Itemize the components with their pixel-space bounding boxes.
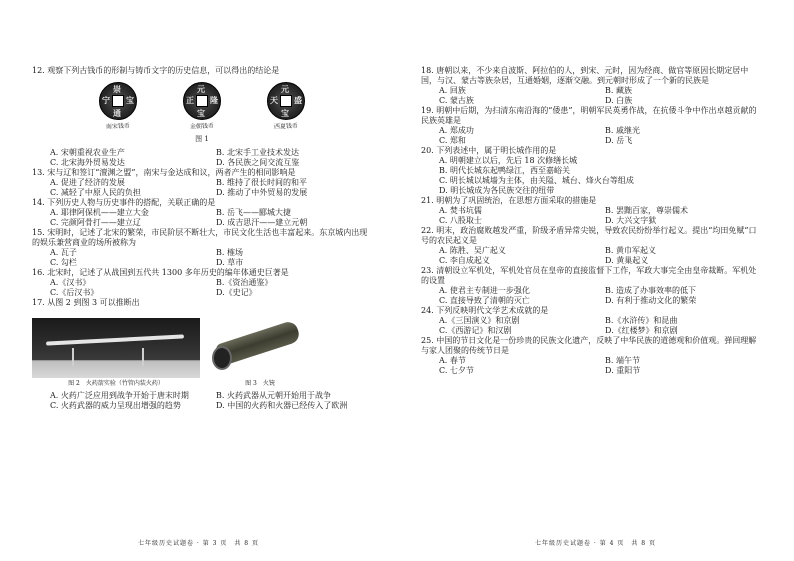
question-18-text: 18. 唐朝以来，不少来自波斯、阿拉伯的人，到宋、元时，因为经商、做官等原因长期定居中国，与汉、蒙古等族杂居，互通婚姻，逐渐交融。到元朝时形成了一个新的民族是 bbox=[421, 66, 749, 85]
question-17-captions bbox=[32, 380, 372, 388]
coin-2-caption: 金朝钱币 bbox=[189, 122, 215, 131]
question-12-text: 12. 观察下列古钱币的形制与铸币文字的历史信息，可以得出的结论是 bbox=[32, 66, 280, 75]
left-page-footer: 七年级历史试题卷 · 第 3 页 共 8 页 bbox=[138, 539, 259, 547]
question-13-options bbox=[50, 178, 372, 198]
option-a[interactable]: A. 使君主专制进一步强化 bbox=[439, 286, 530, 295]
question-15-options bbox=[50, 248, 372, 268]
question-23-options bbox=[439, 286, 761, 306]
coin-hole bbox=[112, 95, 124, 107]
option-b[interactable]: B. 岳飞——郾城大捷 bbox=[216, 208, 291, 218]
coin-hole bbox=[280, 95, 292, 107]
option-a[interactable]: A. 郑成功 bbox=[439, 126, 474, 135]
option-b[interactable]: B. 黄巾军起义 bbox=[605, 246, 656, 255]
option-b[interactable]: B. 罢黜百家，尊崇儒术 bbox=[605, 206, 688, 215]
option-c[interactable]: C. 明长城以城墙为主体，由关隘、城台、烽火台等组成 bbox=[439, 176, 634, 185]
question-22 bbox=[421, 226, 761, 266]
option-d[interactable]: D. 有利于推动文化的繁荣 bbox=[605, 296, 697, 305]
option-d[interactable]: D. 中国的火药和火器已经传入了欧洲 bbox=[216, 400, 348, 410]
option-a[interactable]: A. 宋朝重视农业生产 bbox=[50, 148, 125, 158]
question-18 bbox=[421, 66, 761, 106]
question-16-options bbox=[50, 278, 372, 298]
coin-2-char-right: 隆 bbox=[210, 95, 218, 105]
option-a[interactable]: A. 焚书坑儒 bbox=[439, 206, 482, 215]
option-d[interactable]: D. 白族 bbox=[605, 96, 633, 105]
coin-1-char-right: 宝 bbox=[126, 95, 134, 105]
option-b[interactable]: B. 榷场 bbox=[216, 248, 243, 258]
option-d[interactable]: D. 岳飞 bbox=[605, 136, 633, 145]
question-15 bbox=[32, 228, 372, 268]
coin-1 bbox=[99, 82, 137, 131]
coin-1-caption: 南宋钱币 bbox=[105, 122, 131, 131]
option-c[interactable]: C.《西游记》和汉剧 bbox=[439, 326, 512, 335]
option-b[interactable]: B.《水浒传》和昆曲 bbox=[605, 316, 678, 325]
option-a[interactable]: A. 明朝建立以后，先后 18 次修缮长城 bbox=[439, 156, 578, 165]
option-c[interactable]: C. 七夕节 bbox=[439, 366, 474, 375]
question-17-text: 17. 从图 2 到图 3 可以推断出 bbox=[32, 298, 140, 308]
option-d[interactable]: D. 明长城成为各民族交往的纽带 bbox=[439, 186, 555, 195]
option-d[interactable]: D. 推动了中外贸易的发展 bbox=[216, 188, 308, 198]
right-page-footer: 七年级历史试题卷 · 第 4 页 共 8 页 bbox=[535, 539, 656, 547]
option-b[interactable]: B. 藏族 bbox=[605, 86, 632, 95]
question-13 bbox=[32, 168, 372, 198]
option-b[interactable]: B.《资治通鉴》 bbox=[216, 278, 273, 288]
coin-3-char-top: 元 bbox=[281, 84, 289, 94]
option-d[interactable]: D. 成吉思汗——建立元朝 bbox=[216, 218, 308, 228]
option-a[interactable]: A. 陈胜、吴广起义 bbox=[439, 246, 506, 255]
coin-1-char-bottom: 通 bbox=[113, 108, 121, 118]
cannon-muzzle bbox=[212, 346, 232, 370]
coin-3 bbox=[267, 82, 305, 131]
question-19 bbox=[421, 106, 761, 146]
question-20 bbox=[421, 146, 761, 196]
coin-2-char-bottom: 宝 bbox=[197, 108, 205, 118]
question-24 bbox=[421, 306, 761, 336]
question-23-text: 23. 清朝设立军机处，军机处官员在皇帝的直接监督下工作，军政大事完全由皇帝裁断。军机处的设置 bbox=[421, 266, 757, 285]
option-c[interactable]: C. 郑和 bbox=[439, 136, 466, 145]
question-12-options bbox=[50, 148, 372, 168]
left-column bbox=[32, 66, 372, 411]
right-page bbox=[397, 0, 794, 561]
coin-figure bbox=[32, 82, 372, 131]
option-a[interactable]: A.《三国演义》和京剧 bbox=[439, 316, 520, 325]
question-23 bbox=[421, 266, 761, 306]
coin-3-char-bottom: 宝 bbox=[281, 108, 289, 118]
coin-hole bbox=[196, 95, 208, 107]
option-c[interactable]: C. 勾栏 bbox=[50, 258, 77, 268]
figure-2-caption: 图 2 火药箭实验（竹管内装火药） bbox=[68, 380, 164, 388]
option-d[interactable]: D. 草市 bbox=[216, 258, 244, 268]
option-d[interactable]: D. 黄巢起义 bbox=[605, 256, 649, 265]
option-b[interactable]: B. 北宋手工业技术发达 bbox=[216, 148, 299, 158]
question-22-options bbox=[439, 246, 761, 266]
option-b[interactable]: B. 端午节 bbox=[605, 356, 640, 365]
arrow-shaft bbox=[46, 335, 184, 346]
option-b[interactable]: B. 造成了办事效率的低下 bbox=[605, 286, 696, 295]
question-21-text: 21. 明朝为了巩固统治，在思想方面采取的措施是 bbox=[421, 196, 597, 205]
question-14-text: 14. 下列历史人物与历史事件的搭配，关联正确的是 bbox=[32, 198, 216, 208]
coin-3-image bbox=[267, 82, 305, 120]
stand-leg bbox=[142, 348, 144, 366]
coin-1-char-left: 宁 bbox=[102, 95, 110, 105]
option-d[interactable]: D. 各民族之间交流互鉴 bbox=[216, 158, 300, 168]
option-c[interactable]: C. 蒙古族 bbox=[439, 96, 474, 105]
option-a[interactable]: A. 瓦子 bbox=[50, 248, 77, 258]
option-b[interactable]: B. 火药武器从元朝开始用于战争 bbox=[216, 390, 331, 400]
question-20-text: 20. 下列表述中，属于明长城作用的是 bbox=[421, 146, 557, 155]
question-12 bbox=[32, 66, 372, 168]
coin-2-image bbox=[183, 82, 221, 120]
option-c[interactable]: C. 李自成起义 bbox=[439, 256, 490, 265]
option-a[interactable]: A. 回族 bbox=[439, 86, 466, 95]
option-c[interactable]: C. 八股取士 bbox=[439, 216, 482, 225]
question-21 bbox=[421, 196, 761, 226]
question-18-options bbox=[439, 86, 761, 106]
coin-3-char-left: 天 bbox=[270, 95, 278, 105]
option-c[interactable]: C.《后汉书》 bbox=[50, 288, 99, 298]
coin-1-image bbox=[99, 82, 137, 120]
question-17-figures bbox=[32, 312, 372, 378]
coin-2 bbox=[183, 82, 221, 131]
question-14-options bbox=[50, 208, 372, 228]
option-a[interactable]: A. 促进了经济的发展 bbox=[50, 178, 125, 188]
option-a[interactable]: A. 耶律阿保机——建立大金 bbox=[50, 208, 149, 218]
coin-2-char-top: 元 bbox=[197, 84, 205, 94]
question-25-options bbox=[439, 356, 761, 376]
right-column bbox=[421, 66, 761, 376]
question-16 bbox=[32, 268, 372, 298]
option-a[interactable]: A. 春节 bbox=[439, 356, 466, 365]
question-15-text: 15. 宋明时，记述了北宋的繁荣，市民阶层不断壮大，市民文化生活也丰富起来。东京城内出现的娱乐兼营商业的场所被称为 bbox=[32, 228, 368, 248]
coin-2-char-left: 正 bbox=[186, 95, 194, 105]
option-a[interactable]: A.《汉书》 bbox=[50, 278, 91, 288]
fire-arrow-photo bbox=[32, 318, 200, 378]
cannon-photo bbox=[210, 312, 310, 378]
question-13-text: 13. 宋与辽和签订“澶渊之盟”，南宋与金达成和议，两者产生的相同影响是 bbox=[32, 168, 296, 178]
option-d[interactable]: D. 重阳节 bbox=[605, 366, 641, 375]
question-21-options bbox=[439, 206, 761, 226]
option-d[interactable]: D. 大兴文字狱 bbox=[605, 216, 657, 225]
option-b[interactable]: B. 明代长城东起鸭绿江，西至嘉峪关 bbox=[439, 166, 570, 175]
option-b[interactable]: B. 维持了很长时间的和平 bbox=[216, 178, 307, 188]
question-14 bbox=[32, 198, 372, 228]
coin-3-caption: 西夏钱币 bbox=[273, 122, 299, 131]
option-c[interactable]: C. 直接导致了清朝的灭亡 bbox=[439, 296, 530, 305]
figure-1-caption: 图 1 bbox=[195, 134, 209, 143]
option-d[interactable]: D.《史记》 bbox=[216, 288, 257, 298]
question-19-options bbox=[439, 126, 761, 146]
option-c[interactable]: C. 减轻了中原人民的负担 bbox=[50, 188, 141, 198]
option-c[interactable]: C. 火药武器的威力呈现出增强的趋势 bbox=[50, 400, 181, 410]
option-a[interactable]: A. 火药广泛应用到战争开始于唐末时期 bbox=[50, 390, 189, 400]
option-c[interactable]: C. 北宋海外贸易发达 bbox=[50, 158, 125, 168]
question-16-text: 16. 北宋时，记述了从战国到五代共 1300 多年历史的编年体通史巨著是 bbox=[32, 268, 289, 278]
question-20-options bbox=[439, 156, 761, 196]
question-19-text: 19. 明朝中后期，为扫清东南沿海的“倭患”，明朝军民英勇作战，在抗倭斗争中作出卓越贡献的民族英雄是 bbox=[421, 106, 757, 125]
option-b[interactable]: B. 戚继光 bbox=[605, 126, 640, 135]
question-25 bbox=[421, 336, 761, 376]
question-24-options bbox=[439, 316, 761, 336]
question-17-options bbox=[50, 391, 372, 411]
question-24-text: 24. 下列反映明代文学艺术成就的是 bbox=[421, 306, 549, 315]
question-22-text: 22. 明末，政治腐败越发严重，阶级矛盾异常尖锐，导致农民纷纷举行起义。提出“均田免赋”口号的农民起义是 bbox=[421, 226, 757, 245]
question-17 bbox=[32, 298, 372, 411]
figure-3-caption: 图 3 火铳 bbox=[245, 380, 275, 388]
coin-3-char-right: 盛 bbox=[294, 95, 302, 105]
option-d[interactable]: D.《红楼梦》和京剧 bbox=[605, 326, 678, 335]
question-25-text: 25. 中国的节日文化是一份珍贵的民族文化遗产，反映了中华民族的道德观和价值观。弹回理解与家人团聚的传统节日是 bbox=[421, 336, 757, 355]
coin-1-char-top: 崇 bbox=[113, 84, 121, 94]
stand-leg bbox=[72, 348, 74, 366]
option-c[interactable]: C. 完颜阿骨打——建立辽 bbox=[50, 218, 141, 228]
